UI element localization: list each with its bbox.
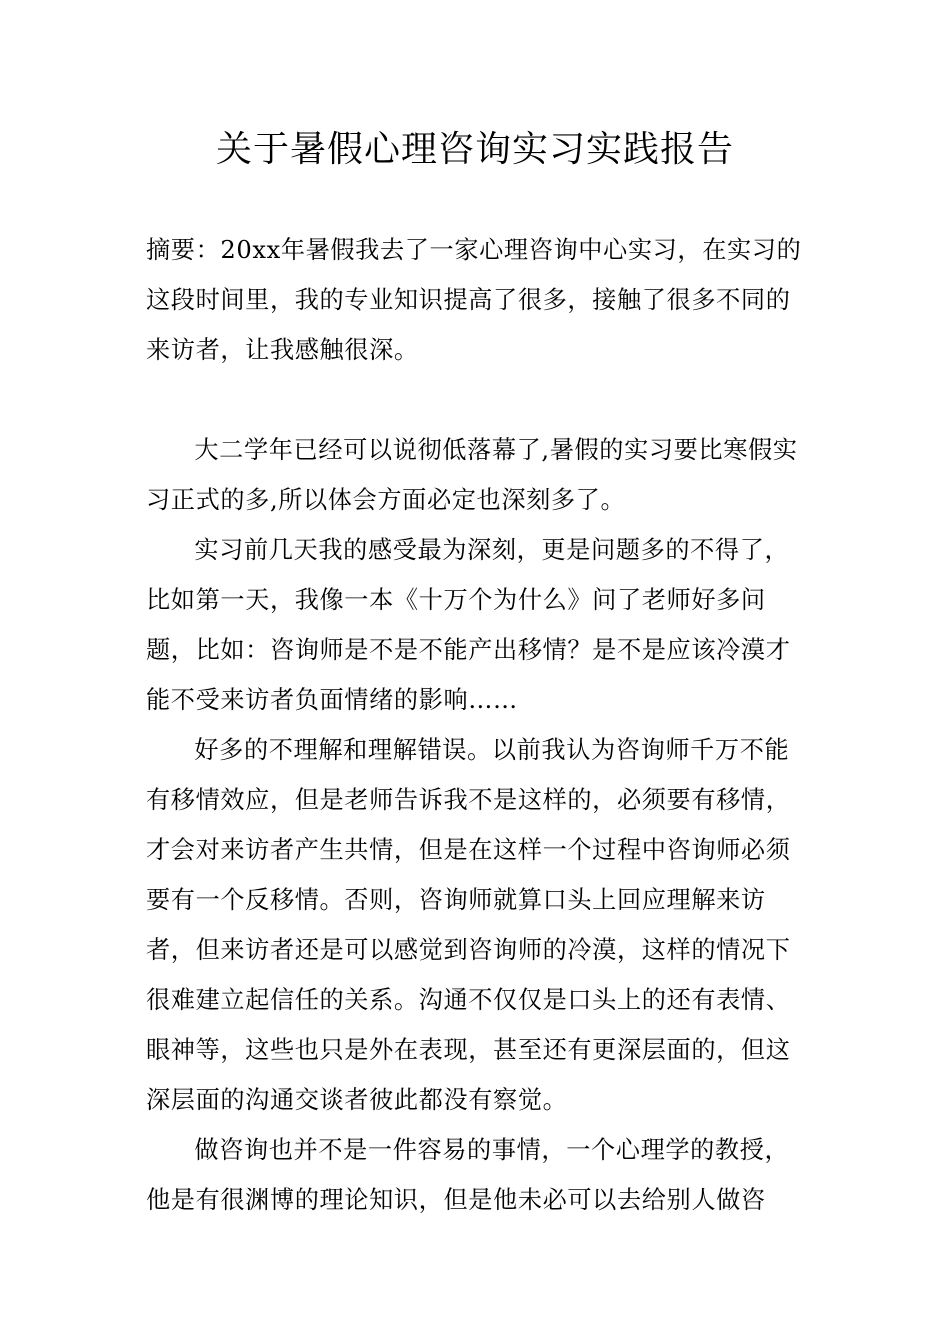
abstract-section — [146, 225, 808, 375]
body-paragraph-1: 大二学年已经可以说彻低落幕了,暑假的实习要比寒假实习正式的多,所以体会方面必定也深刻多了。 — [146, 436, 798, 514]
body-paragraph-2: 实习前几天我的感受最为深刻，更是问题多的不得了，比如第一天，我像一本《十万个为什么》问了老师好多问题，比如：咨询师是不是不能产出移情？是不是应该冷漠才能不受来访者负面情绪的影响…… — [146, 536, 791, 714]
document-title: 关于暑假心理咨询实习实践报告 — [215, 129, 734, 170]
body-paragraph-4: 做咨询也并不是一件容易的事情，一个心理学的教授，他是有很渊博的理论知识，但是他未必可以去给别人做咨 — [146, 1136, 790, 1214]
abstract-paragraph: 摘要：20xx年暑假我去了一家心理咨询中心实习，在实习的这段时间里，我的专业知识提高了很多，接触了很多不同的来访者，让我感触很深。 — [146, 236, 802, 364]
body-paragraph-3: 好多的不理解和理解错误。以前我认为咨询师千万不能有移情效应，但是老师告诉我不是这样的，必须要有移情，才会对来访者产生共情，但是在这样一个过程中咨询师必须要有一个反移情。否则，咨询师就算口头上回应理解来访者，但来访者还是可以感觉到咨询师的冷漠，这样的情况下很难建立起信任的关系。沟通不仅仅是口头上的还有表情、眼神等，这些也只是外在表现，甚至还有更深层面的，但这深层面的沟通交谈者彼此都没有察觉。 — [146, 736, 791, 1114]
main-body — [146, 425, 808, 1225]
